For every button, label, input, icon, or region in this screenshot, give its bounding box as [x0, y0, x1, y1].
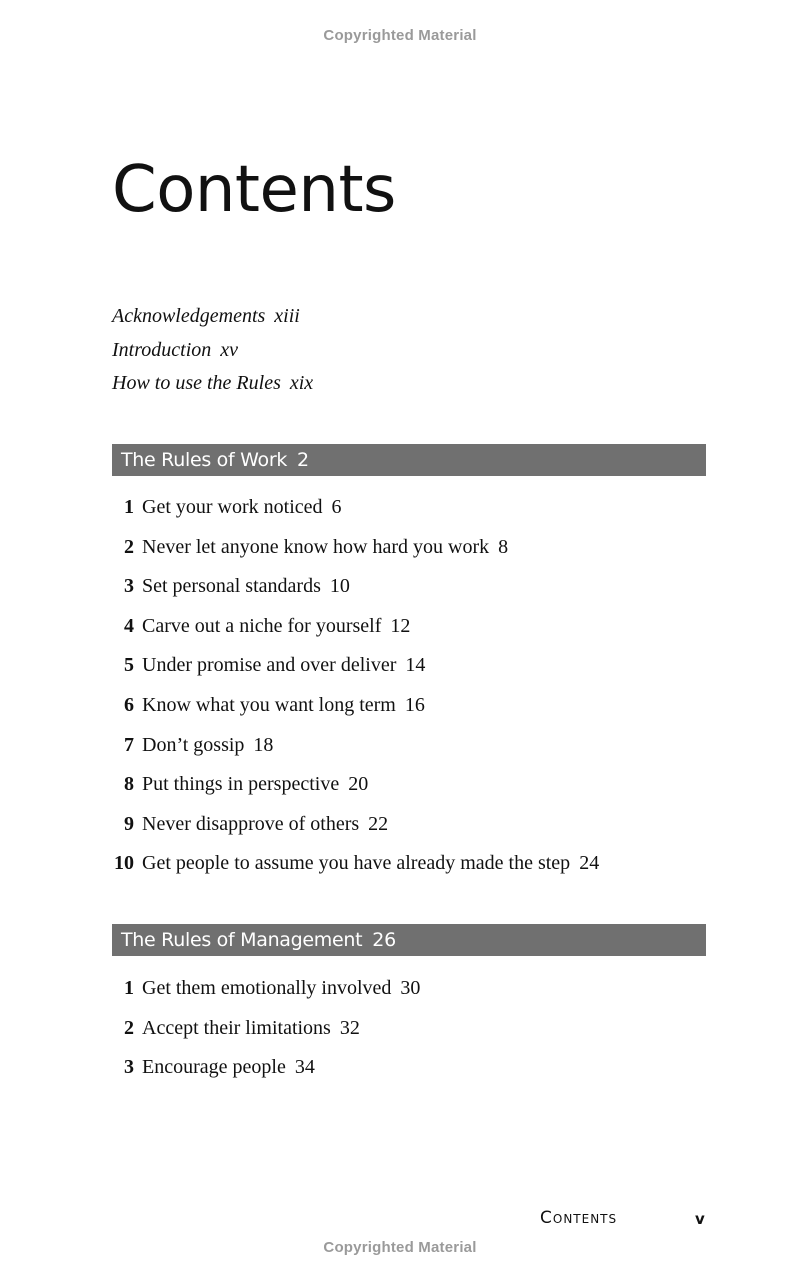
- rule-title: Get your work noticed: [142, 496, 323, 518]
- toc-entry-page: xv: [220, 338, 239, 361]
- rule-title: Don’t gossip: [142, 733, 245, 756]
- section-title: The Rules of Management: [121, 929, 363, 951]
- rule-title: Under promise and over deliver: [142, 654, 397, 677]
- rule-page: 8: [498, 535, 509, 558]
- rule-number: 5: [124, 654, 134, 677]
- section-title: The Rules of Work: [121, 449, 288, 471]
- rule-entry[interactable]: [112, 493, 599, 533]
- page-title: Contents: [112, 153, 396, 227]
- rules-of-management-list: [112, 974, 420, 1093]
- rule-number: 2: [124, 535, 134, 558]
- toc-entry-how-to-use[interactable]: [112, 369, 313, 403]
- rule-page: 16: [404, 693, 425, 716]
- toc-entry-acknowledgements[interactable]: [112, 302, 313, 336]
- rule-title: Encourage people: [142, 1056, 286, 1079]
- section-page: 2: [297, 449, 309, 471]
- rule-number: 4: [124, 614, 134, 637]
- rule-page: 34: [294, 1056, 315, 1079]
- toc-entry-label: Acknowledgements: [112, 305, 266, 327]
- copyright-watermark-top: Copyrighted Material: [323, 27, 477, 44]
- running-head: Contents: [540, 1208, 618, 1228]
- toc-entry-page: xiii: [274, 305, 300, 327]
- rule-entry[interactable]: [112, 572, 599, 612]
- rule-title: Get them emotionally involved: [142, 977, 392, 999]
- rule-page: 24: [579, 852, 600, 875]
- rule-title: Never disapprove of others: [142, 812, 360, 835]
- rule-entry[interactable]: [112, 810, 599, 850]
- rule-title: Know what you want long term: [142, 693, 396, 716]
- section-page: 26: [372, 929, 396, 951]
- rule-number: 6: [124, 693, 134, 716]
- rule-entry[interactable]: [112, 691, 599, 731]
- rule-number: 9: [124, 812, 134, 835]
- rule-number: 10: [114, 852, 134, 875]
- rule-page: 14: [405, 654, 426, 677]
- section-header-rules-of-work[interactable]: [112, 444, 706, 476]
- rule-page: 20: [348, 773, 369, 796]
- rule-number: 1: [124, 496, 134, 518]
- rule-entry[interactable]: [112, 849, 599, 889]
- section-header-rules-of-management[interactable]: [112, 924, 706, 956]
- rule-number: 1: [124, 977, 134, 999]
- page-number: v: [695, 1210, 705, 1228]
- toc-entry-page: xix: [289, 372, 314, 394]
- rule-page: 30: [400, 977, 421, 999]
- rules-of-work-list: [112, 493, 599, 889]
- rule-page: 18: [253, 733, 274, 756]
- rule-entry[interactable]: [112, 1053, 420, 1093]
- rule-title: Never let anyone know how hard you work: [142, 535, 490, 558]
- rule-number: 7: [124, 733, 134, 756]
- rule-entry[interactable]: [112, 731, 599, 771]
- rule-entry[interactable]: [112, 974, 420, 1014]
- rule-number: 3: [124, 575, 134, 598]
- rule-entry[interactable]: [112, 533, 599, 573]
- rule-page: 6: [331, 496, 342, 518]
- rule-title: Accept their limitations: [142, 1016, 331, 1039]
- rule-number: 3: [124, 1056, 134, 1079]
- front-matter-list: [112, 302, 313, 403]
- rule-entry[interactable]: [112, 612, 599, 652]
- toc-entry-label: Introduction: [112, 338, 212, 361]
- rule-title: Set personal standards: [142, 575, 321, 598]
- rule-title: Get people to assume you have already made the step: [142, 852, 571, 875]
- rule-entry[interactable]: [112, 1014, 420, 1054]
- rule-page: 32: [339, 1016, 360, 1039]
- copyright-watermark-bottom: Copyrighted Material: [323, 1239, 477, 1256]
- toc-entry-introduction[interactable]: [112, 336, 313, 370]
- rule-page: 22: [368, 812, 389, 835]
- rule-number: 8: [124, 773, 134, 796]
- rule-page: 12: [390, 614, 411, 637]
- rule-title: Carve out a niche for yourself: [142, 614, 382, 637]
- toc-entry-label: How to use the Rules: [112, 372, 281, 394]
- rule-page: 10: [329, 575, 350, 598]
- rule-number: 2: [124, 1016, 134, 1039]
- rule-entry[interactable]: [112, 651, 599, 691]
- rule-entry[interactable]: [112, 770, 599, 810]
- rule-title: Put things in perspective: [142, 773, 340, 796]
